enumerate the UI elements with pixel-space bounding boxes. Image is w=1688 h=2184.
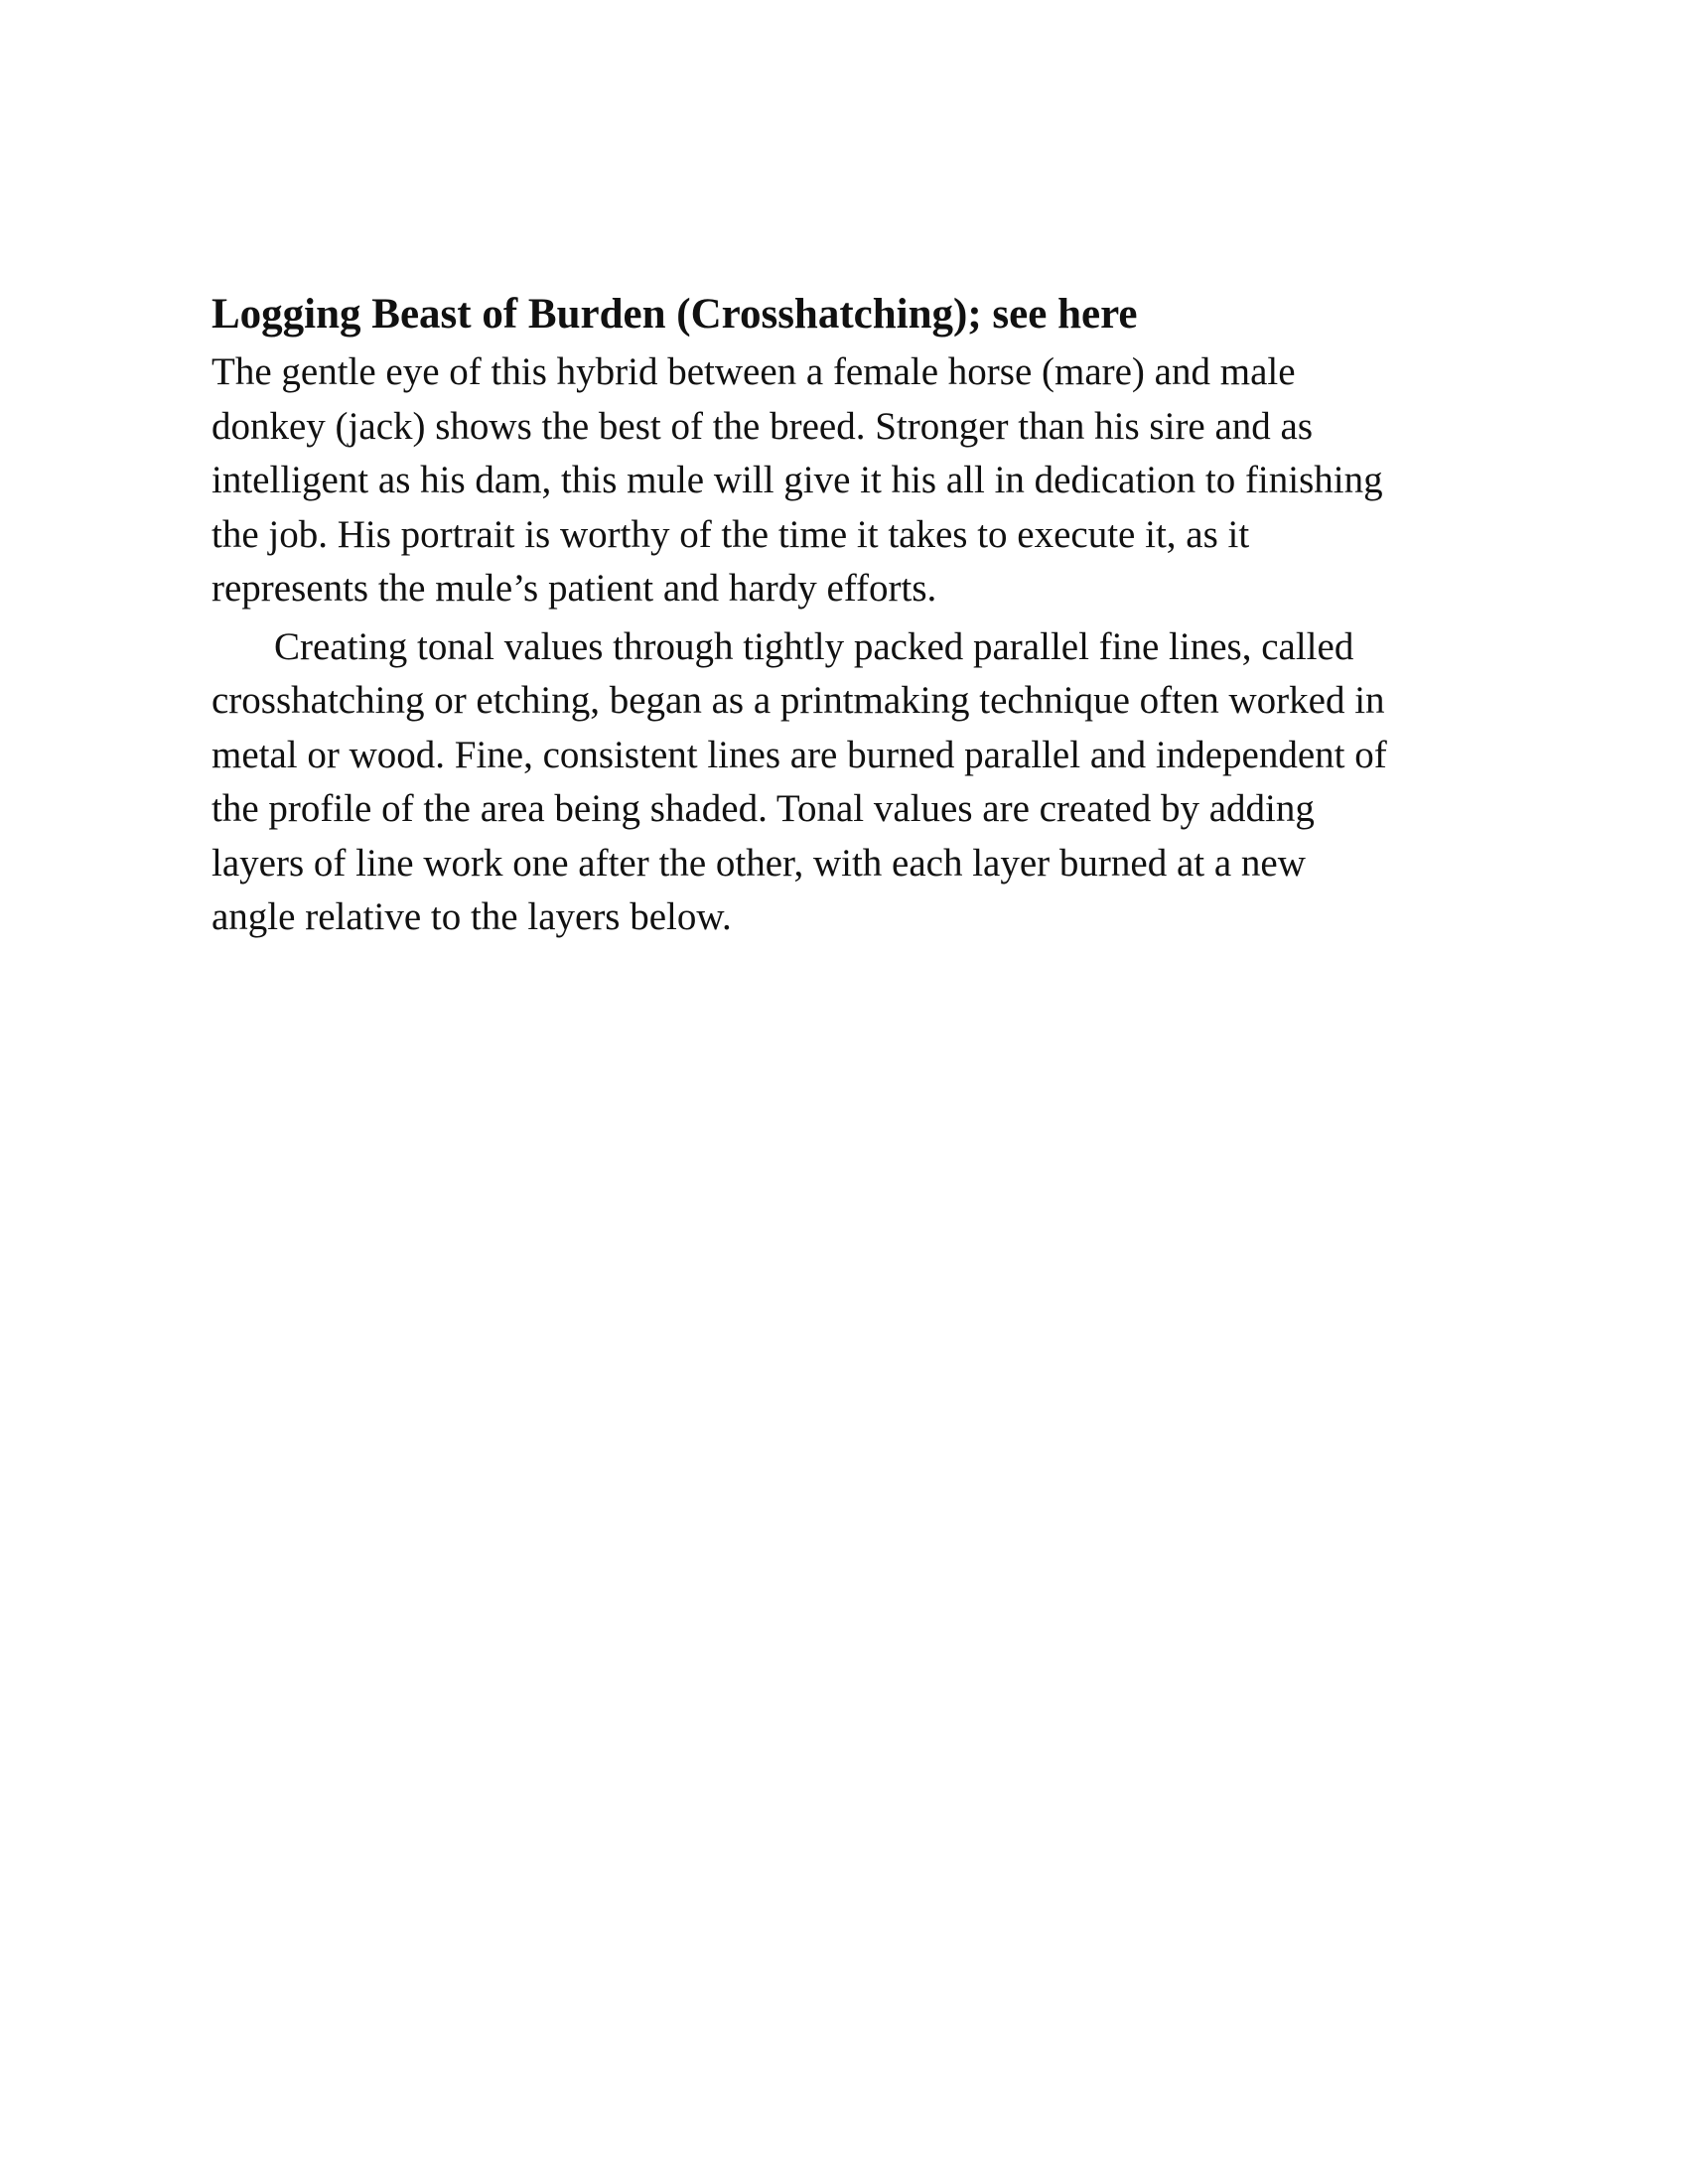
- document-body: [211, 288, 1502, 945]
- paragraph-crosshatching-technique: Creating tonal values through tightly packed parallel fine lines, called crosshatching or etching, began as a printmaking technique often worked in metal or wood. Fine, consistent lines are burned parallel and independent of the profile of the area being shaded. Tonal values are created by adding layers of line work one after the other, with each layer burned at a new angle relative to the layers below.: [211, 624, 1387, 938]
- paragraph-mule-description: The gentle eye of this hybrid between a female horse (mare) and male donkey (jack) shows the best of the breed. Stronger than his sire and as intelligent as his dam, this mule will give it his all in dedication to finishing the job. His portrait is worthy of the time it takes to execute it, as it represents the mule’s patient and hardy efforts.: [211, 350, 1383, 610]
- section-heading: Logging Beast of Burden (Crosshatching); see here: [211, 291, 1138, 338]
